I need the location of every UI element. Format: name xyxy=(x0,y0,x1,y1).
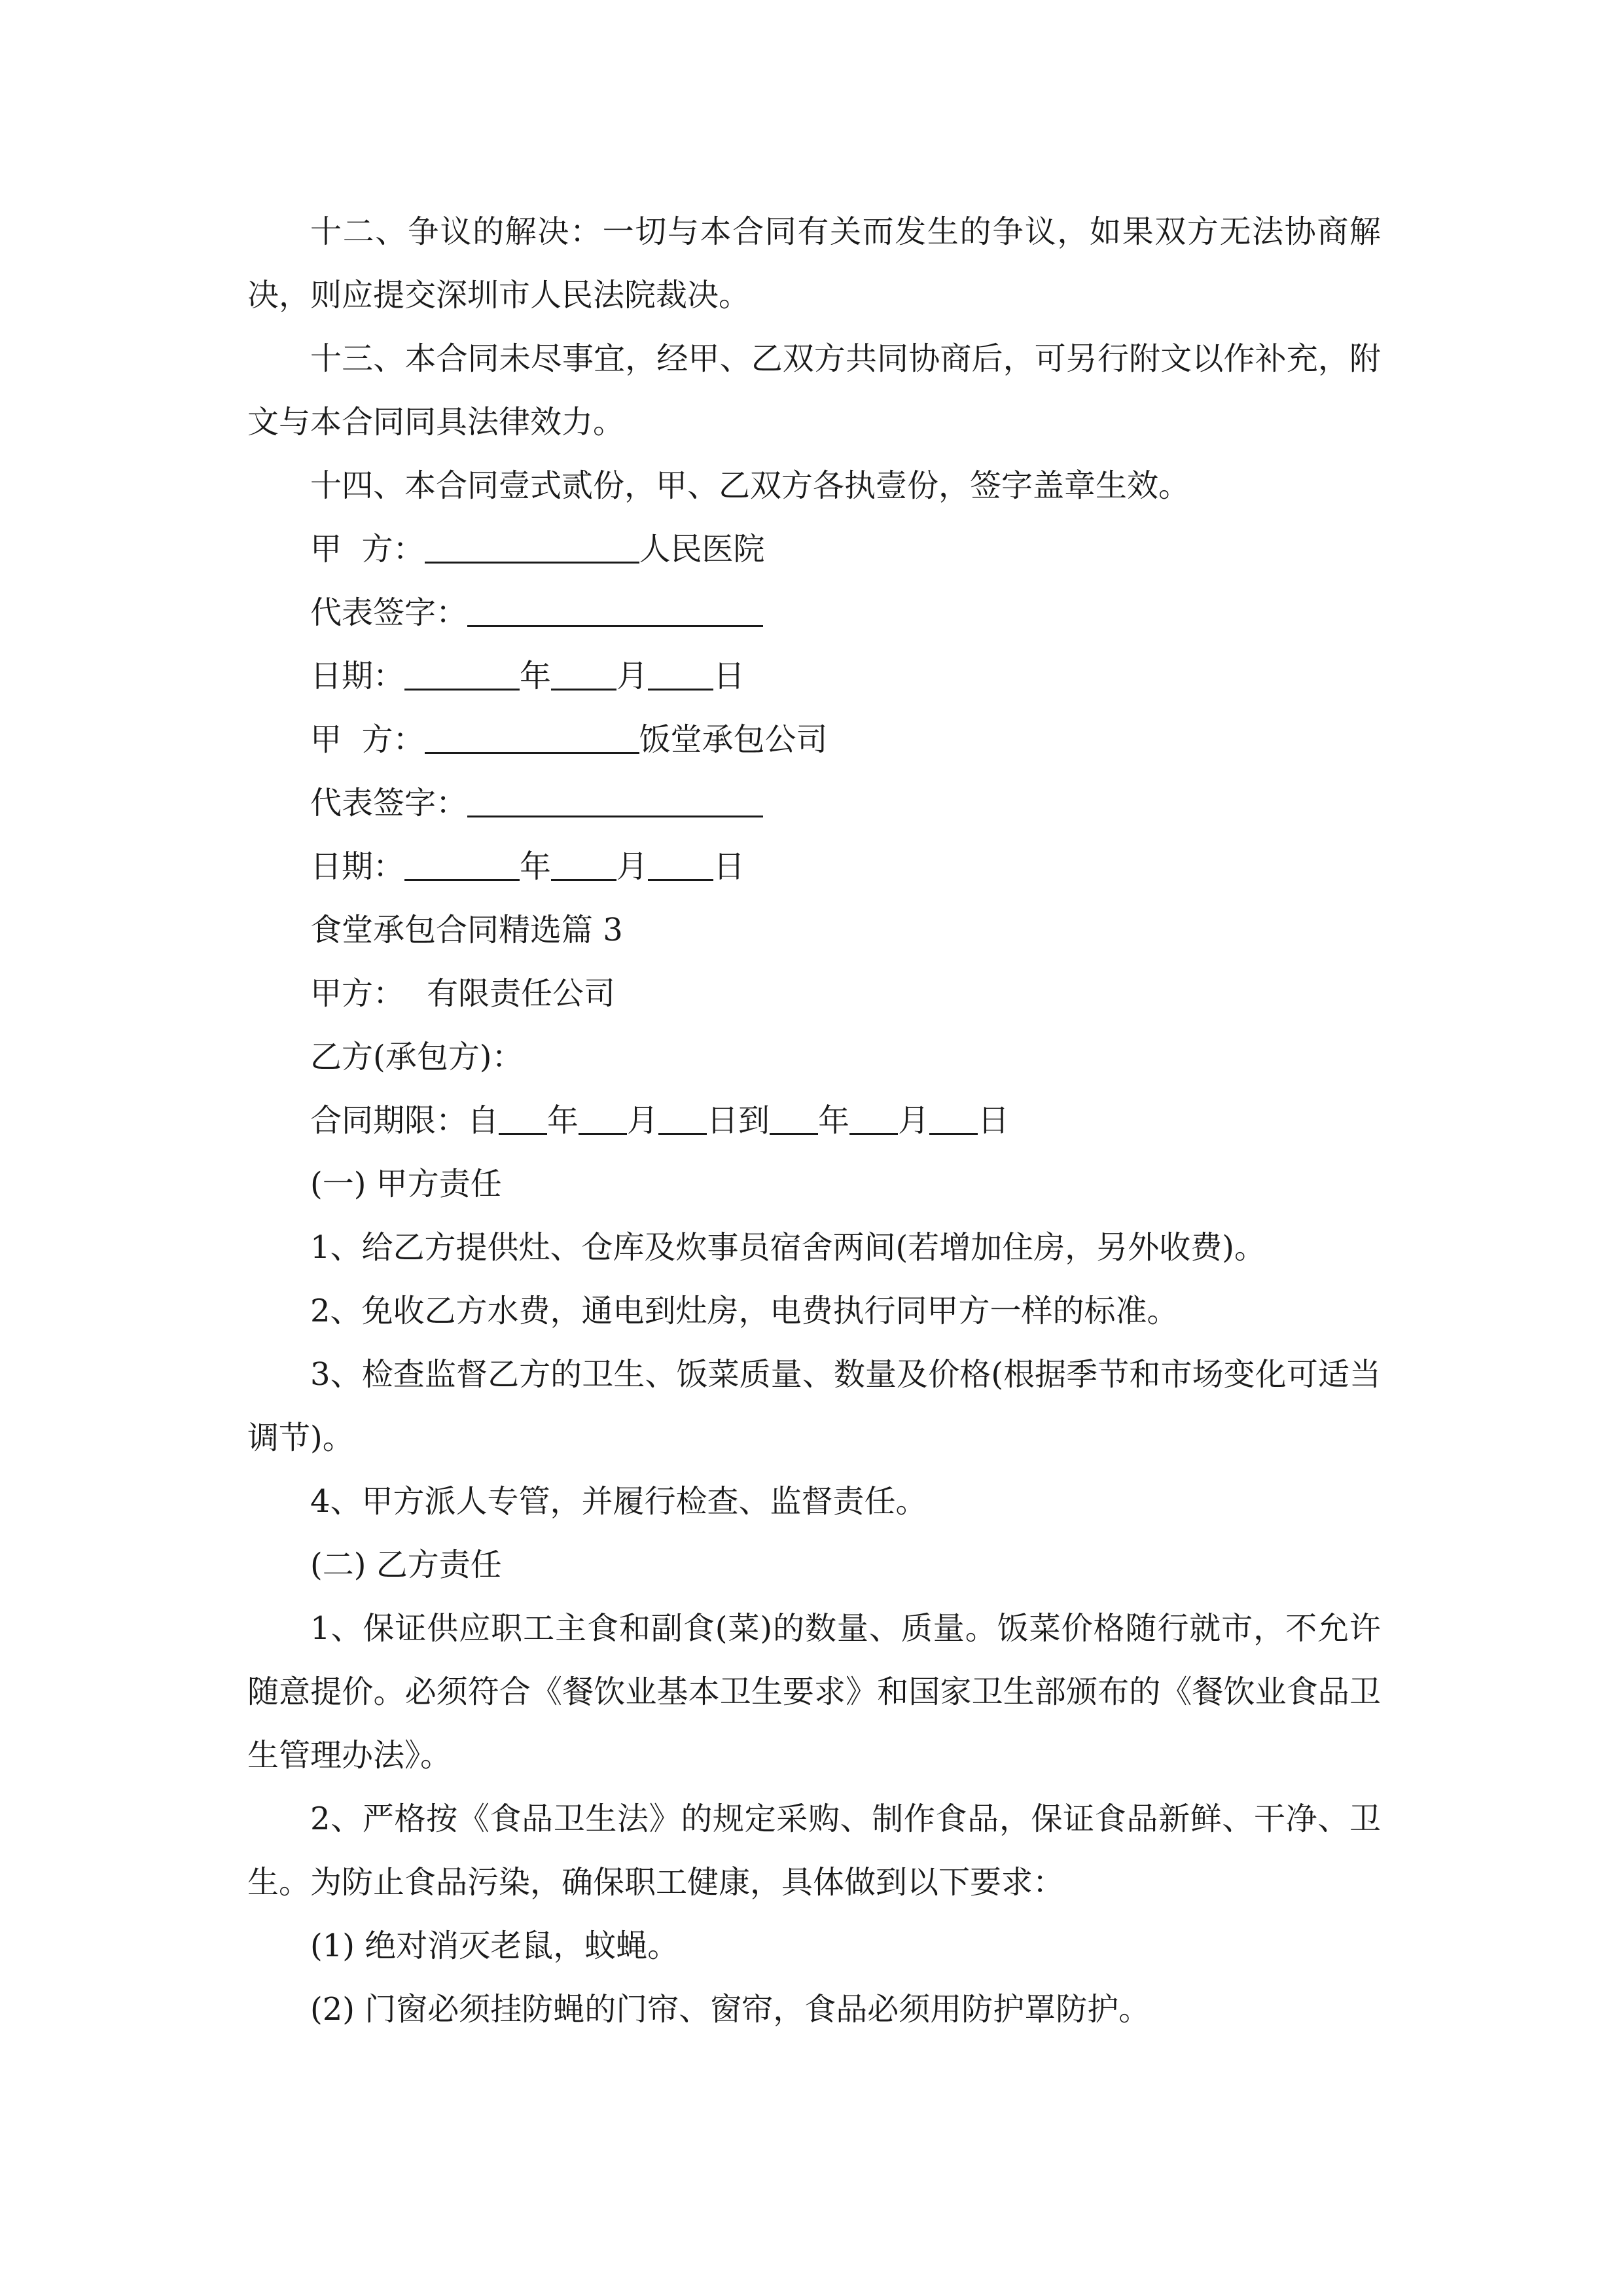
term-blank xyxy=(499,1104,547,1135)
month-label: 月 xyxy=(616,658,649,694)
term-blank xyxy=(579,1104,627,1135)
year-blank xyxy=(404,850,520,881)
term-label: 合同期限：自 xyxy=(310,1102,499,1139)
term-day-to: 日到 xyxy=(707,1102,770,1139)
party-name: 人民医院 xyxy=(639,531,765,567)
section-1-item: 2、免收乙方水费，通电到灶房，电费执行同甲方一样的标准。 xyxy=(310,1293,1179,1329)
term-blank xyxy=(849,1104,898,1135)
signature-blank xyxy=(467,787,763,817)
term-month: 月 xyxy=(627,1102,659,1139)
date-label: 日期： xyxy=(310,658,405,694)
term-day: 日 xyxy=(978,1102,1010,1139)
term-month: 月 xyxy=(898,1102,930,1139)
party-blank xyxy=(425,533,639,564)
month-blank xyxy=(551,850,616,881)
signature-blank xyxy=(467,596,763,627)
party-a-name: 有限责任公司 xyxy=(427,975,616,1012)
party-a-label: 甲方： xyxy=(310,975,405,1012)
section-1-item: 4、甲方派人专管，并履行检查、监督责任。 xyxy=(310,1483,927,1520)
section-2-item: (1) 绝对消灭老鼠，蚊蝇。 xyxy=(310,1928,679,1964)
sign-label: 代表签字： xyxy=(310,594,468,631)
party-blank xyxy=(425,723,639,754)
sign-block-1-date xyxy=(247,645,1381,708)
sign-block-2-date xyxy=(247,835,1381,899)
party-name: 饭堂承包公司 xyxy=(639,721,828,758)
term-year: 年 xyxy=(818,1102,850,1139)
clause-12: 十二、争议的解决：一切与本合同有关而发生的争议，如果双方无法协商解决，则应提交深圳市人民法院裁决。 xyxy=(247,213,1381,314)
clause-14: 十四、本合同壹式贰份，甲、乙双方各执壹份，签字盖章生效。 xyxy=(310,467,1190,504)
year-label: 年 xyxy=(520,658,552,694)
year-label: 年 xyxy=(520,848,552,885)
day-blank xyxy=(648,660,713,691)
section-2-title: (二) 乙方责任 xyxy=(310,1547,502,1583)
day-label: 日 xyxy=(713,848,745,885)
section-2-item: (2) 门窗必须挂防蝇的门帘、窗帘，食品必须用防护罩防护。 xyxy=(310,1991,1150,2028)
section-2-item: 1、保证供应职工主食和副食(菜)的数量、质量。饭菜价格随行就市，不允许随意提价。必须符合《餐饮业基本卫生要求》和国家卫生部颁布的《餐饮业食品卫生管理办法》。 xyxy=(247,1610,1381,1774)
document-body xyxy=(247,200,1381,2041)
section-title: 食堂承包合同精选篇 3 xyxy=(310,912,623,948)
section-1-item: 3、检查监督乙方的卫生、饭菜质量、数量及价格(根据季节和市场变化可适当调节)。 xyxy=(247,1356,1381,1456)
section-1-item: 1、给乙方提供灶、仓库及炊事员宿舍两间(若增加住房，另外收费)。 xyxy=(310,1229,1266,1266)
term-blank xyxy=(770,1104,818,1135)
clause-13: 十三、本合同未尽事宜，经甲、乙双方共同协商后，可另行附文以作补充，附文与本合同同具法律效力。 xyxy=(247,340,1381,440)
contract-term xyxy=(247,1089,1381,1153)
sign-block-2-party xyxy=(247,708,1381,772)
sign-block-1-signature xyxy=(247,581,1381,645)
section-2-item: 2、严格按《食品卫生法》的规定采购、制作食品，保证食品新鲜、干净、卫生。为防止食品污染，确保职工健康，具体做到以下要求： xyxy=(247,1801,1381,1901)
term-year: 年 xyxy=(547,1102,579,1139)
day-label: 日 xyxy=(713,658,745,694)
party-b-line: 乙方(承包方)： xyxy=(310,1039,524,1075)
month-blank xyxy=(551,660,616,691)
term-blank xyxy=(658,1104,707,1135)
date-label: 日期： xyxy=(310,848,405,885)
sign-label: 代表签字： xyxy=(310,785,468,821)
month-label: 月 xyxy=(616,848,649,885)
section-1-title: (一) 甲方责任 xyxy=(310,1166,502,1202)
term-blank xyxy=(929,1104,978,1135)
party-a-line xyxy=(247,962,1381,1026)
sign-block-2-signature xyxy=(247,772,1381,835)
sign-block-1-party xyxy=(247,518,1381,581)
party-label: 甲 方： xyxy=(310,531,425,567)
day-blank xyxy=(648,850,713,881)
year-blank xyxy=(404,660,520,691)
party-label: 甲 方： xyxy=(310,721,425,758)
